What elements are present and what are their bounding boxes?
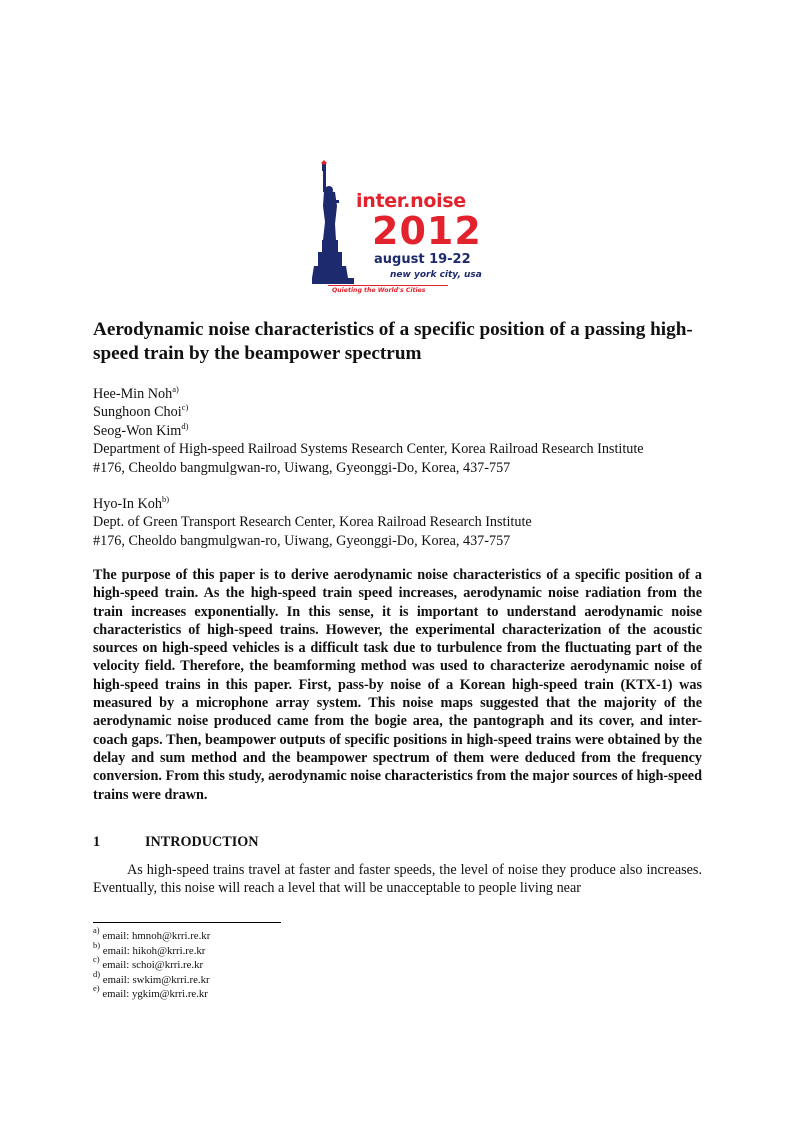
body-paragraph: As high-speed trains travel at faster and faster speeds, the level of noise they produce also increases. Eventually, this noise will reach a level that will be unacceptable to people living near: [93, 862, 702, 897]
author-name: Hee-Min Noh$^{a)}$: [93, 384, 179, 402]
logo-divider: [328, 285, 448, 286]
conference-logo: [312, 160, 492, 300]
logo-year: 2012: [372, 209, 482, 253]
footnotes: [93, 925, 211, 1002]
footnote: $^{a)}$ email: hmnoh@krri.re.kr: [93, 925, 211, 942]
logo-location: new york city, usa: [390, 270, 482, 280]
author-affiliation: Dept. of Green Transport Research Center, Korea Railroad Research Institute: [93, 514, 532, 531]
section-number: 1: [93, 834, 101, 850]
author-block: [93, 385, 713, 550]
statue-of-liberty-icon: [312, 160, 372, 290]
footnote: $^{c)}$ email: schoi@krri.re.kr: [93, 954, 204, 972]
footnote-divider: [93, 922, 281, 923]
logo-tagline: Quieting the World's Cities: [332, 287, 426, 294]
section-heading: [93, 834, 259, 851]
logo-dates: august 19-22: [374, 252, 471, 267]
footnote: $^{b)}$ email: hikoh@krri.re.kr: [93, 939, 206, 957]
author-name: Sunghoon Choi$^{c)}$: [93, 402, 189, 421]
paper-title: Aerodynamic noise characteristics of a specific position of a passing high-speed train by the beampower spectrum: [93, 319, 693, 364]
author-name: Hyo-In Koh$^{b)}$: [93, 494, 170, 513]
footnote: $^{e)}$ email: ygkim@krri.re.kr: [93, 983, 208, 1001]
abstract: The purpose of this paper is to derive aerodynamic noise characteristics of a specific position of a high-speed train. As the high-speed train speed increases, aerodynamic noise radiation from the train increases exponentially. In this sense, it is important to understand aerodynamic noise characteristics of high-speed trains. However, the experimental characterization of the acoustic sources on high-speed vehicles is a difficult task due to turbulence from the fluctuating part of the velocity field. Therefore, the beamforming method was used to characterize aerodynamic noise of high-speed trains in this paper. First, pass-by noise of a Korean high-speed train (KTX-1) was measured by a microphone array system. This noise maps suggested that the majority of the aerodynamic noise produced came from the bogie area, the pantograph and its cover, and inter-coach gaps. Then, beampower outputs of specific positions in high-speed trains were obtained by the delay and sum method and the beampower spectrum of them were deduced from the frequency conversion. From this study, aerodynamic noise characteristics from the major sources of high-speed trains were drawn.: [93, 567, 702, 803]
logo-title: inter.noise: [356, 190, 466, 212]
footnote: $^{d)}$ email: swkim@krri.re.kr: [93, 968, 210, 986]
author-address: #176, Cheoldo bangmulgwan-ro, Uiwang, Gyeonggi-Do, Korea, 437-757: [93, 459, 511, 476]
section-title: INTRODUCTION: [145, 834, 259, 850]
author-name: Seog-Won Kim$^{d)}$: [93, 420, 189, 439]
author-address: #176, Cheoldo bangmulgwan-ro, Uiwang, Gyeonggi-Do, Korea, 437-757: [93, 532, 511, 549]
author-affiliation: Department of High-speed Railroad Systems Research Center, Korea Railroad Research Institute: [93, 441, 644, 458]
